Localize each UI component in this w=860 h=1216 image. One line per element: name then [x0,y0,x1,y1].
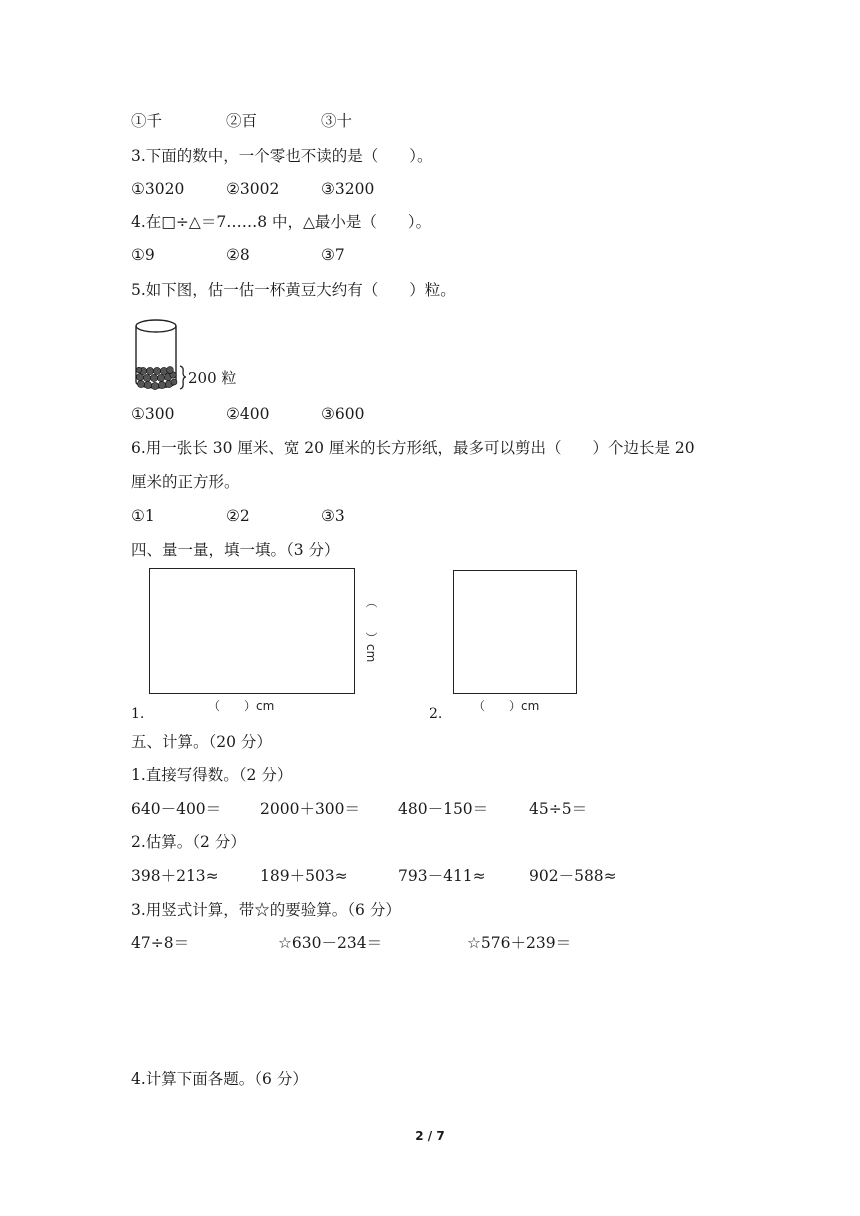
subsection-3-title: 3.用竖式计算，带☆的要验算。（6 分） [131,901,401,919]
figure-1-number: 1. [131,706,145,722]
q4-option-3: ③7 [321,246,345,264]
figure-label: 200 粒 [188,369,237,387]
estimate-2: 189＋503≈ [260,867,348,885]
square-side-blank: （ ）cm [473,699,540,713]
square-figure [453,570,577,694]
q6-option-3: ③3 [321,507,345,525]
option-a: ①千 [131,112,163,130]
estimate-4: 902－588≈ [529,867,617,885]
vertical-calc-3: ☆576＋239＝ [467,934,572,952]
subsection-2-title: 2.估算。（2 分） [131,833,246,851]
subsection-4-title: 4.计算下面各题。（6 分） [131,1070,308,1088]
q4-option-2: ②8 [226,246,250,264]
question-5: 5.如下图，估一估一杯黄豆大约有（ ）粒。 [131,281,456,299]
section-5-title: 五、计算。（20 分） [131,733,272,751]
vertical-calc-1: 47÷8＝ [131,934,190,952]
section-4-title: 四、量一量，填一填。（3 分） [131,541,340,559]
q5-option-1: ①300 [131,405,175,423]
rectangle-length-blank: （ ）cm [208,699,275,713]
question-3: 3.下面的数中，一个零也不读的是（ ）。 [131,147,433,165]
rectangle-figure [149,568,355,694]
q5-option-2: ②400 [226,405,270,423]
q6-option-2: ②2 [226,507,250,525]
option-b: ②百 [226,112,258,130]
q5-option-3: ③600 [321,405,365,423]
page-number: 2 / 7 [415,1129,445,1143]
subsection-1-title: 1.直接写得数。（2 分） [131,766,293,784]
q3-option-2: ②3002 [226,180,280,198]
direct-calc-1: 640－400＝ [131,800,222,818]
question-6-line-2: 厘米的正方形。 [131,473,240,491]
q6-option-1: ①1 [131,507,155,525]
option-c: ③十 [321,112,353,130]
estimate-1: 398＋213≈ [131,867,219,885]
question-4: 4.在□÷△＝7……8 中，△最小是（ ）。 [131,213,432,231]
q3-option-1: ①3020 [131,180,185,198]
q3-option-3: ③3200 [321,180,375,198]
direct-calc-2: 2000＋300＝ [260,800,361,818]
direct-calc-4: 45÷5＝ [529,800,588,818]
direct-calc-3: 480－150＝ [398,800,489,818]
question-6-line-1: 6.用一张长 30 厘米、宽 20 厘米的长方形纸，最多可以剪出（ ）个边长是 20 [131,439,695,457]
figure-2-number: 2. [429,706,443,722]
vertical-calc-2: ☆630－234＝ [278,934,383,952]
rectangle-width-blank: （ ）cm [364,596,378,663]
estimate-3: 793－411≈ [398,867,486,885]
q4-option-1: ①9 [131,246,155,264]
